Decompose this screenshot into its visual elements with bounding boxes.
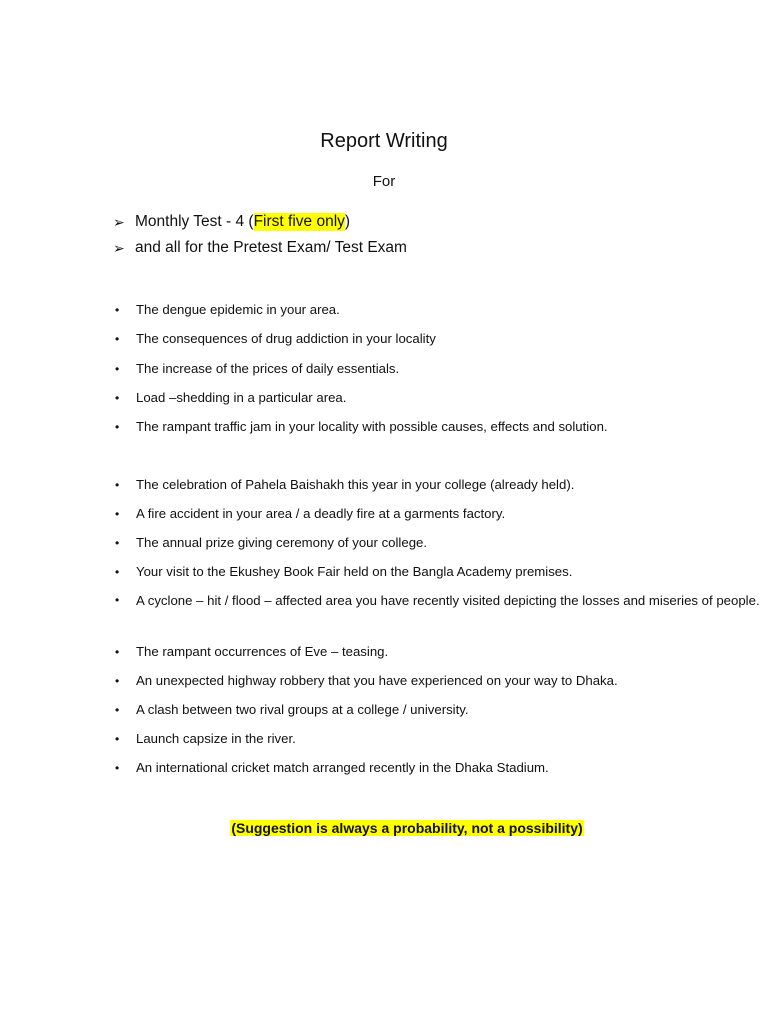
arrow-item-monthly-test: [113, 209, 407, 235]
list-item: [113, 729, 760, 758]
list-item-text: An international cricket match arranged recently in the Dhaka Stadium.: [136, 760, 549, 775]
arrow-bullet-icon: ➢: [113, 214, 125, 230]
list-item-text: A fire accident in your area / a deadly fire at a garments factory.: [136, 506, 506, 521]
arrow-item-prefix: Monthly Test - 4 (: [135, 213, 254, 230]
list-item-text: The consequences of drug addiction in your locality: [136, 331, 436, 347]
list-item: [113, 475, 760, 504]
bullet-icon: •: [115, 478, 120, 492]
list-item-text: The increase of the prices of daily essentials.: [136, 360, 400, 376]
bullet-icon: •: [115, 303, 120, 317]
list-item: [113, 329, 608, 358]
list-item-text: The dengue epidemic in your area.: [136, 302, 340, 317]
list-item: [113, 504, 760, 533]
list-item: [113, 642, 760, 671]
bullet-icon: •: [115, 420, 120, 435]
bullet-icon: •: [115, 332, 120, 347]
list-item: [113, 300, 608, 329]
bullet-icon: •: [115, 703, 120, 717]
bullet-icon: •: [115, 761, 120, 775]
arrow-bullet-icon: ➢: [113, 240, 125, 256]
list-item: [113, 417, 608, 446]
list-item: [113, 388, 608, 417]
bullet-icon: •: [115, 593, 120, 607]
list-item-text: Your visit to the Ekushey Book Fair held on the Bangla Academy premises.: [136, 564, 573, 579]
list-item-text: The rampant traffic jam in your locality with possible causes, effects and solution.: [136, 419, 608, 435]
arrow-list: [113, 209, 407, 261]
list-item-text: An unexpected highway robbery that you have experienced on your way to Dhaka.: [136, 673, 618, 688]
list-item: [113, 359, 608, 388]
list-item-text: Launch capsize in the river.: [136, 731, 296, 746]
suggestion-note-text: (Suggestion is always a probability, not a possibility): [231, 820, 583, 836]
list-item: [113, 758, 760, 787]
list-item-text: The celebration of Pahela Baishakh this year in your college (already held).: [136, 477, 575, 492]
bullet-icon: •: [115, 361, 120, 376]
list-item-text: A cyclone – hit / flood – affected area you have recently visited depicting the losses and miseries of people.: [136, 593, 760, 608]
bullet-icon: •: [115, 390, 120, 405]
list-item: [113, 700, 760, 729]
list-item: [113, 587, 760, 642]
arrow-item-pretest: [113, 235, 407, 261]
bullet-icon: •: [115, 674, 120, 688]
list-item-text: The annual prize giving ceremony of your college.: [136, 535, 428, 550]
bullet-icon: •: [115, 507, 120, 521]
list-item-text: Load –shedding in a particular area.: [136, 389, 347, 405]
list-item-text: The rampant occurrences of Eve – teasing.: [136, 644, 389, 659]
list-item-text: A clash between two rival groups at a college / university.: [136, 702, 469, 717]
list-item: [113, 671, 760, 700]
bullet-icon: •: [115, 565, 120, 579]
bullet-icon: •: [115, 645, 120, 659]
page-subtitle: For: [372, 173, 396, 190]
suggestion-note: [0, 818, 768, 838]
page-title: Report Writing: [320, 130, 448, 152]
list-item: [113, 533, 760, 562]
arrow-item-text: and all for the Pretest Exam/ Test Exam: [135, 239, 407, 256]
highlighted-text: First five only: [253, 213, 345, 230]
bullet-icon: •: [115, 536, 120, 550]
bullet-icon: •: [115, 732, 120, 746]
arrow-item-suffix: ): [344, 213, 351, 230]
topic-list-2: [113, 475, 760, 787]
topic-list-1: [113, 300, 608, 446]
